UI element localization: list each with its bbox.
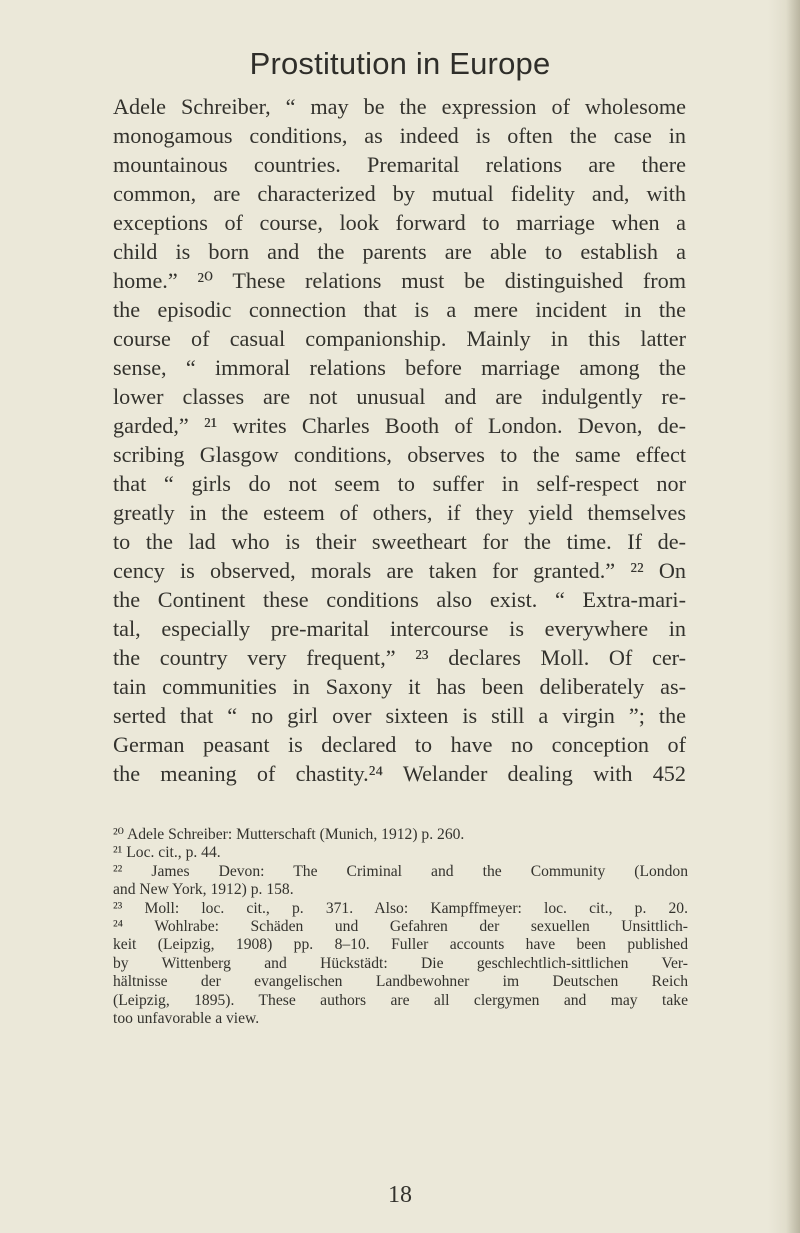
footnote-line: hältnisse der evangelischen Landbewohner im Deutschen Reich	[113, 973, 688, 991]
running-head: Prostitution in Europe	[249, 46, 551, 81]
footnote-line: too unfavorable a view.	[113, 1009, 260, 1027]
body-line: German peasant is declared to have no conception of	[113, 732, 686, 757]
footnote-line: by Wittenberg and Hückstädt: Die geschlechtlich-sittlichen Ver-	[113, 954, 688, 972]
body-line: mountainous countries. Premarital relations are there	[113, 152, 686, 177]
footnote-line: (Leipzig, 1895). These authors are all clergymen and may take	[113, 991, 688, 1009]
body-line: the Continent these conditions also exist. “ Extra-mari-	[113, 587, 686, 612]
body-line: sense, “ immoral relations before marriage among the	[113, 355, 686, 380]
body-line: lower classes are not unusual and are indulgently re-	[113, 384, 686, 409]
body-line: greatly in the esteem of others, if they yield themselves	[113, 500, 686, 525]
body-text	[113, 92, 686, 788]
body-line: tal, especially pre-marital intercourse is everywhere in	[113, 616, 686, 641]
page-edge-shadow	[786, 0, 800, 1233]
body-line: exceptions of course, look forward to marriage when a	[113, 210, 686, 235]
body-line: child is born and the parents are able to establish a	[113, 239, 686, 264]
body-line: Adele Schreiber, “ may be the expression of wholesome	[113, 94, 686, 119]
footnote-line: ²¹ Loc. cit., p. 44.	[113, 844, 221, 862]
body-line: garded,” ²¹ writes Charles Booth of London. Devon, de-	[113, 413, 686, 438]
body-line: serted that “ no girl over sixteen is still a virgin ”; the	[113, 703, 686, 728]
body-line: monogamous conditions, as indeed is often the case in	[113, 123, 686, 148]
body-line: to the lad who is their sweetheart for the time. If de-	[113, 529, 686, 554]
body-line: scribing Glasgow conditions, observes to the same effect	[113, 442, 686, 467]
footnote-line: ²⁴ Wohlrabe: Schäden und Gefahren der sexuellen Unsittlich-	[113, 917, 688, 935]
footnote-line: ²³ Moll: loc. cit., p. 371. Also: Kampffmeyer: loc. cit., p. 20.	[113, 899, 688, 917]
body-line: cency is observed, morals are taken for granted.” ²² On	[113, 558, 686, 583]
body-line: common, are characterized by mutual fidelity and, with	[113, 181, 686, 206]
body-line: the country very frequent,” ²³ declares Moll. Of cer-	[113, 645, 686, 670]
body-line: the meaning of chastity.²⁴ Welander dealing with 452	[113, 761, 686, 786]
body-line: the episodic connection that is a mere incident in the	[113, 297, 686, 322]
body-line: tain communities in Saxony it has been deliberately as-	[113, 674, 686, 699]
body-line: home.” ²⁰ These relations must be distinguished from	[113, 268, 686, 293]
body-line: that “ girls do not seem to suffer in self-respect nor	[113, 471, 686, 496]
footnote-line: ²⁰ Adele Schreiber: Mutterschaft (Munich, 1912) p. 260.	[113, 826, 465, 843]
footnote-line: ²² James Devon: The Criminal and the Community (London	[113, 862, 688, 880]
page-number: 18	[388, 1182, 412, 1208]
footnote-line: and New York, 1912) p. 158.	[113, 881, 294, 899]
footnote-line: keit (Leipzig, 1908) pp. 8–10. Fuller accounts have been published	[113, 936, 688, 954]
body-line: course of casual companionship. Mainly in this latter	[113, 326, 686, 351]
footnotes	[113, 826, 688, 1028]
